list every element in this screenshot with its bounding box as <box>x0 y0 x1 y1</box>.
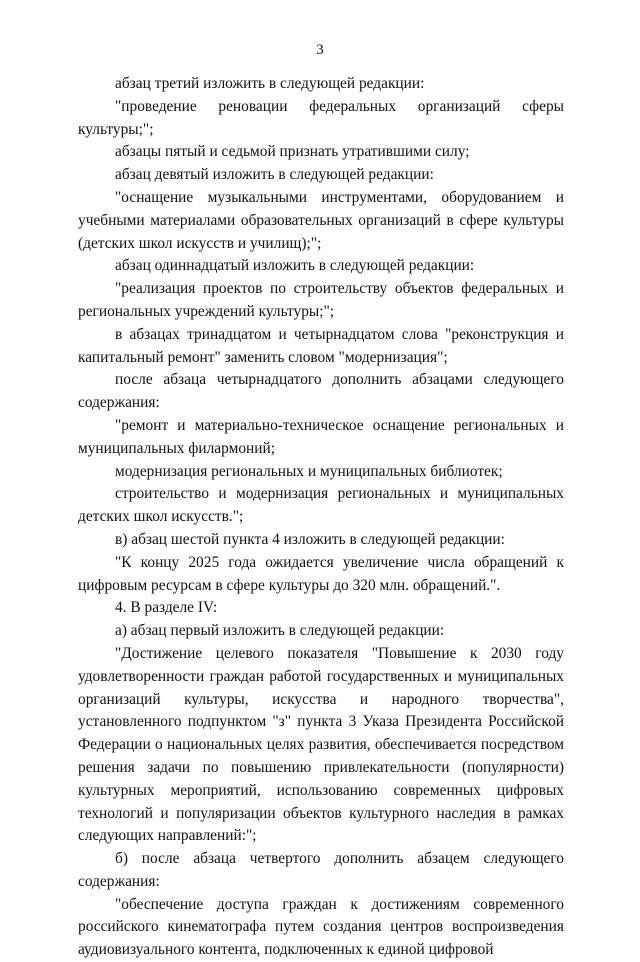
paragraph: 4. В разделе IV: <box>115 599 218 617</box>
paragraph: абзацы пятый и седьмой признать утратившими силу; <box>115 143 470 161</box>
paragraph: "реализация проектов по строительству объектов федеральных и региональных учреждений культуры;"; <box>78 280 564 320</box>
document-body <box>78 73 564 962</box>
paragraph: а) абзац первый изложить в следующей редакции: <box>115 622 445 640</box>
paragraph: "проведение реновации федеральных организаций сферы культуры;"; <box>78 97 564 138</box>
paragraph: "обеспечение доступа граждан к достижениям современного российского кинематографа путем создания центров воспроизведения аудиовизуального контента, подключенных к единой цифровой <box>78 895 564 959</box>
paragraph: строительство и модернизация региональных и муниципальных детских школ искусств."; <box>78 485 564 526</box>
paragraph: б) после абзаца четвертого дополнить абзацем следующего содержания: <box>78 850 564 890</box>
paragraph: абзац третий изложить в следующей редакции: <box>115 75 425 92</box>
paragraph: после абзаца четырнадцатого дополнить абзацами следующего содержания: <box>78 371 564 412</box>
paragraph: в абзацах тринадцатом и четырнадцатом слова "реконструкция и капитальный ремонт" заменить словом "модернизация"; <box>78 325 564 366</box>
paragraph: "ремонт и материально-техническое оснащение региональных и муниципальных филармоний; <box>78 416 564 457</box>
paragraph: "К концу 2025 года ожидается увеличение числа обращений к цифровым ресурсам в сфере культуры до 320 млн. обращений.". <box>78 553 564 594</box>
paragraph: абзац одиннадцатый изложить в следующей редакции: <box>115 257 475 275</box>
paragraph: в) абзац шестой пункта 4 изложить в следующей редакции: <box>115 530 505 548</box>
paragraph: абзац девятый изложить в следующей редакции: <box>115 166 434 184</box>
paragraph: "оснащение музыкальными инструментами, оборудованием и учебными материалами образовательных организаций в сфере культуры (детских школ искусств и училищ);"; <box>78 188 564 252</box>
page-number: 3 <box>316 42 324 58</box>
paragraph: "Достижение целевого показателя "Повышение к 2030 году удовлетворенности граждан работой государственных и муниципальных организаций культуры, искусства и народного творчества", установленного подпунктом "з" пункта 3 Указа Президента Российской Федерации о национальных целях развития, обеспечивается посредством решения задачи по повышению привлекательности (популярности) культурных мероприятий, использованию современных цифровых технологий и популяризации объектов культурного наследия в рамках следующих направлений:"; <box>78 644 564 845</box>
paragraph: модернизация региональных и муниципальных библиотек; <box>115 462 503 480</box>
